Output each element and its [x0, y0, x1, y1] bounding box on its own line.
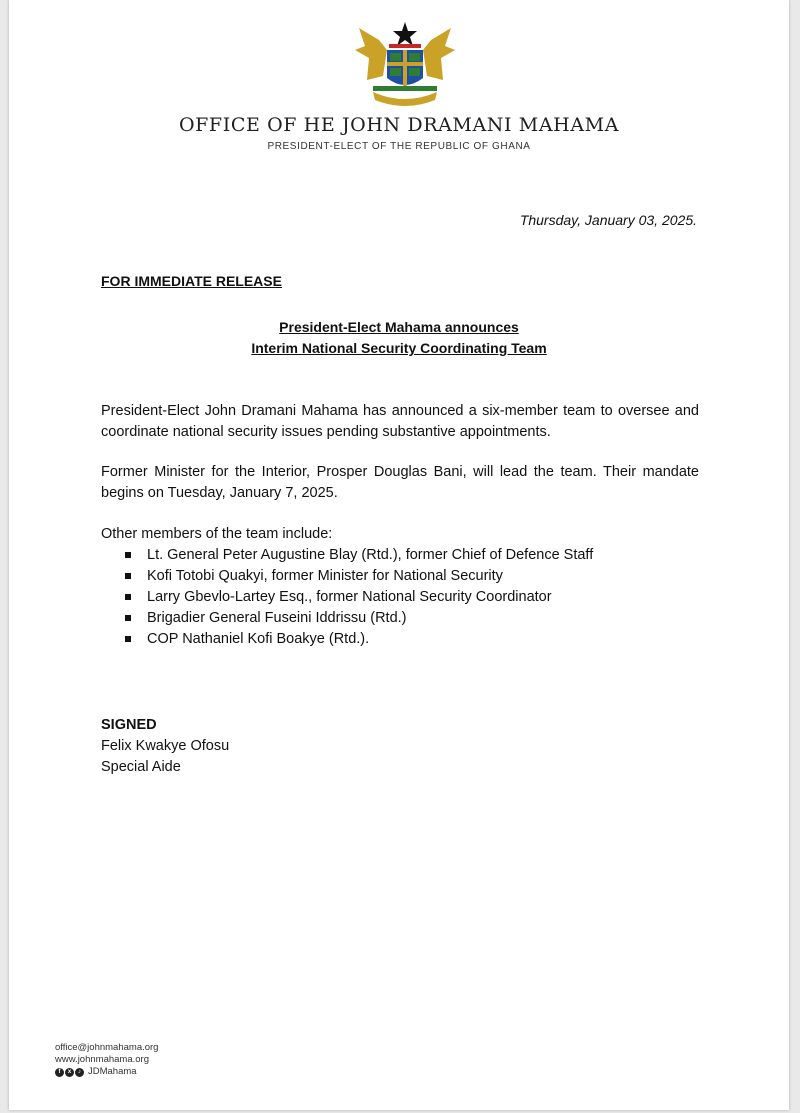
release-label: FOR IMMEDIATE RELEASE: [101, 273, 282, 289]
list-item: Brigadier General Fuseini Iddrissu (Rtd.): [101, 608, 593, 629]
press-release-page: [9, 0, 789, 1110]
footer-website[interactable]: www.johnmahama.org: [55, 1054, 149, 1065]
footer-email[interactable]: office@johnmahama.org: [55, 1042, 159, 1053]
social-handles: [55, 1066, 158, 1078]
members-intro: Other members of the team include:: [101, 526, 333, 542]
facebook-icon[interactable]: f: [55, 1068, 64, 1077]
signatory-name: Felix Kwakye Ofosu: [101, 738, 230, 754]
bullet-icon: [125, 573, 131, 579]
bullet-icon: [125, 594, 131, 600]
social-handle: JDMahama: [88, 1066, 137, 1077]
signed-label: SIGNED: [101, 717, 157, 733]
footer-contacts: [55, 1042, 158, 1078]
coat-of-arms-icon: [349, 20, 461, 108]
headline-line-1: President-Elect Mahama announces: [279, 319, 519, 335]
signatory-title: Special Aide: [101, 759, 181, 775]
paragraph-announcement: President-Elect John Dramani Mahama has announced a six-member team to oversee and coordinate national security issues pending substantive appointments.: [101, 403, 699, 440]
signature-block: [101, 715, 229, 778]
x-icon[interactable]: x: [65, 1068, 74, 1077]
list-item: Kofi Totobi Quakyi, former Minister for National Security: [101, 566, 593, 587]
tiktok-icon[interactable]: ♪: [75, 1068, 84, 1077]
office-subtitle: PRESIDENT-ELECT OF THE REPUBLIC OF GHANA: [267, 141, 531, 152]
list-item: Larry Gbevlo-Lartey Esq., former National Security Coordinator: [101, 587, 593, 608]
release-date: Thursday, January 03, 2025.: [519, 212, 697, 228]
headline-line-2: Interim National Security Coordinating Team: [251, 340, 547, 356]
bullet-icon: [125, 552, 131, 558]
office-title: OFFICE OF HE JOHN DRAMANI MAHAMA: [178, 114, 620, 136]
list-item: Lt. General Peter Augustine Blay (Rtd.), former Chief of Defence Staff: [101, 545, 593, 566]
paragraph-leader: Former Minister for the Interior, Prosper Douglas Bani, will lead the team. Their mandate begins on Tuesday, January 7, 2025.: [101, 464, 699, 501]
bullet-icon: [125, 636, 131, 642]
members-list: [101, 545, 593, 650]
bullet-icon: [125, 615, 131, 621]
headline: [9, 317, 789, 359]
list-item: COP Nathaniel Kofi Boakye (Rtd.).: [101, 629, 593, 650]
